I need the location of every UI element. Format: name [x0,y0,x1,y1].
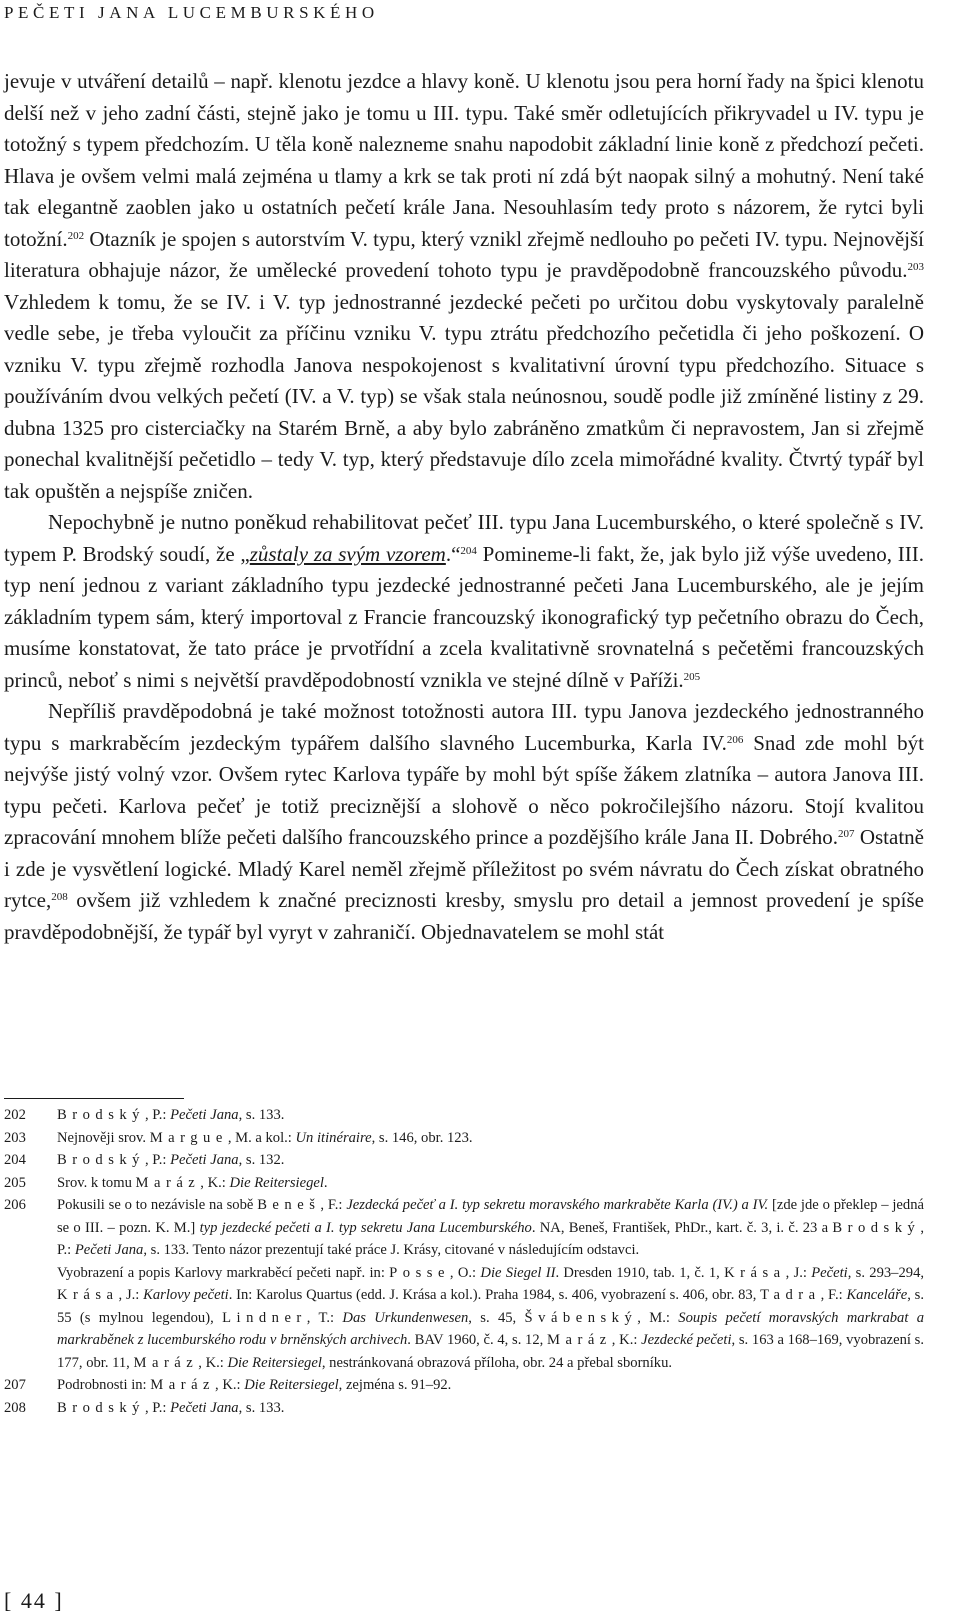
text-run: jevuje v utváření detailů – např. klenotu jezdce a hlavy koně. U klenotu jsou pera horní řady na špici klenotu delší než v jeho zadní části, stejně jako je tomu u III. typu. Také směr odletujících přikryvadel u IV. typu je totožný s typem předchozím. U těla koně nalezneme snahu napodobit základní linie koně z předchozí pečeti. Hlava je ovšem velmi malá zejména u tlamy a krk se tak proti ní zdá být naopak silný a mohutný. Není také tak elegantně zaoblen jako u ostatních pečetí krále Jana. Nesouhlasím tedy proto s názorem, že rytci byli totožní. [4,69,924,251]
footnote-divider [4,1098,184,1099]
footnote-number: 203 [4,1129,26,1146]
footnote-ref[interactable]: 205 [683,670,701,683]
footnote-ref[interactable]: 206 [726,733,744,746]
footnote-number: 202 [4,1107,26,1123]
text-run: Pomineme-li fakt, že, jak bylo již výše uvedeno, III. typ není jednou z variant základního typu jezdecké jednostranné pečeti Jana Lucemburského, ale je jejím základním typem sám, který importoval z Francie francouzský ikonografický typ pečetního obrazu do Čech, musíme konstatovat, že tato práce je prvotřídní a zcela kvalitativně srovnatelná s pečetěmi francouzských princů, neboť s nimi s největší pravděpodobností vznikla ve stejné dílně v Paříži. [4,541,925,692]
footnote-205: 205 Srov. k tomu Maráz, K.: Die Reitersiegel. [4,1172,924,1195]
footnote-number: 208 [4,1399,26,1416]
footnote-ref[interactable]: 203 [907,261,924,273]
footnote-ref[interactable]: 208 [51,891,68,903]
paragraph [4,696,924,948]
footnote-207: 207 Podrobnosti in: Maráz, K.: Die Reitersiegel, zejména s. 91–92. [4,1374,924,1397]
footnote-203: 203 Nejnověji srov. Margue, M. a kol.: Un itinéraire, s. 146, obr. 123. [4,1127,924,1150]
page-number: [ 44 ] [4,1588,64,1613]
footnotes [4,1104,924,1419]
footnote-206: 206 Pokusili se o to nezávisle na sobě Beneš, F.: Jezdecká pečeť a I. typ sekretu moravského markraběte Karla (IV.) a IV. [zde jde o překlep – jedná se o III. – pozn. K. M.] typ jezdecké pečeti a I. typ sekretu Jana Lucemburského. NA, Beneš, František, PhDr., kart. č. 3, i. č. 23 a Brodský, P.: Pečeti Jana, s. 133. Tento názor prezentují také práce J. Krásy, citované v následujícím odstavci. [4,1194,924,1262]
running-header: PEČETI JANA LUCEMBURSKÉHO [4,3,379,22]
text-run: Snad zde mohl být nejvýše jistý volný vzor. Ovšem rytec Karlova typáře by mohl být spíše žákem zlatníka – autora Janova III. typu pečeti. Karlova pečeť je totiž preciznější a slohově o něco pokročilejšího názoru. Stojí kvalitou zpracování mnohem blíže pečeti dalšího francouzského prince a pozdějšího krále Jana II. Dobrého. [4,730,924,849]
text-run: Nepříliš pravděpodobná je také možnost totožnosti autora III. typu Janova jezdeckého jednostranného typu s markraběcím jezdeckým typářem dalšího slavného Lucemburka, Karla IV. [4,699,924,755]
text-run: Vzhledem k tomu, že se IV. i V. typ jednostranné jezdecké pečeti po určitou dobu vyskytovaly paralelně vedle sebe, je třeba vyloučit za příčinu vzniku V. typu ztrátu předchozího pečetidla či jeho poškození. O vzniku V. typu zřejmě rozhodla Janova nespokojenost s kvalitativní úrovní typu předchozího. Situace s používáním dvou velkých pečetí (IV. a V. typ) se však stala neúnosnou, soudě podle již zmíněné listiny z 29. dubna 1325 pro cisterciačky na Starém Brně, a aby bylo zabráněno zmatkům či nepravostem, Jan si zřejmě ponechal kvalitnější pečetidlo – tedy V. typ, který představuje dílo zcela mimořádné kvality. Čtvrtý typář byl tak opuštěn a nejspíše zničen. [4,289,924,503]
footnote-number: 206 [4,1197,26,1213]
footnote-ref[interactable]: 207 [837,828,855,840]
footnote-202: 202 Brodský, P.: Pečeti Jana, s. 133. [4,1104,924,1127]
footnote-number: 207 [4,1377,26,1393]
text-run: Ostatně i zde je vysvětlení logické. Mladý Karel neměl zřejmě příležitost po svém návratu do Čech získat obratného rytce, [4,825,924,912]
text-run: Nepochybně je nutno poněkud rehabilitovat pečeť III. typu Jana Lucemburského, o které společně s IV. typem P. Brodský soudí, že „ [4,510,924,566]
paragraph [4,66,924,507]
footnote-number: 205 [4,1174,26,1191]
footnote-number: 204 [4,1152,26,1168]
paragraph [4,507,924,696]
quoted-phrase: zůstaly za svým vzorem [249,541,446,566]
footnote-208: 208 Brodský, P.: Pečeti Jana, s. 133. [4,1397,924,1420]
text-run: .“ [445,541,461,566]
text-run: ovšem již vzhledem k značné preciznosti kresby, smyslu pro detail a jemnost provedení je spíše pravděpodobnější, že typář byl vyryt v zahraničí. Objednavatelem se mohl stát [4,888,924,944]
text-run: Otazník je spojen s autorstvím V. typu, který vznikl zřejmě nedlouho po pečeti IV. typu. Nejnovější literatura obhajuje názor, že umělecké provedení tohoto typu je pravděpodobně francouzského původu. [4,226,924,282]
footnote-204: 204 Brodský, P.: Pečeti Jana, s. 132. [4,1149,924,1172]
footnote-ref[interactable]: 204 [460,544,477,557]
footnote-ref[interactable]: 202 [67,229,85,242]
main-text [4,66,924,948]
footnote-206-continued: Vyobrazení a popis Karlovy markraběcí pečeti např. in: Posse, O.: Die Siegel II. Dresden 1910, tab. 1, č. 1, Krása, J.: Pečeti, s. 293–294, Krása, J.: Karlovy pečeti. In: Karolus Quartus (edd. J. Krása a kol.). Praha 1984, s. 406, vyobrazení s. 406, obr. 83, Tadra, F.: Kanceláře, s. 55 (s mylnou legendou), Lindner, T.: Das Urkundenwesen, s. 45, Švábenský, M.: Soupis pečetí moravských markrabat a markraběnek z lucemburského rodu v brněnských archivech. BAV 1960, č. 4, s. 12, Maráz, K.: Jezdecké pečeti, s. 163 a 168–169, vyobrazení s. 177, obr. 11, Maráz, K.: Die Reitersiegel, nestránkovaná obrazová příloha, obr. 24 a přebal sborníku. [57,1264,925,1371]
